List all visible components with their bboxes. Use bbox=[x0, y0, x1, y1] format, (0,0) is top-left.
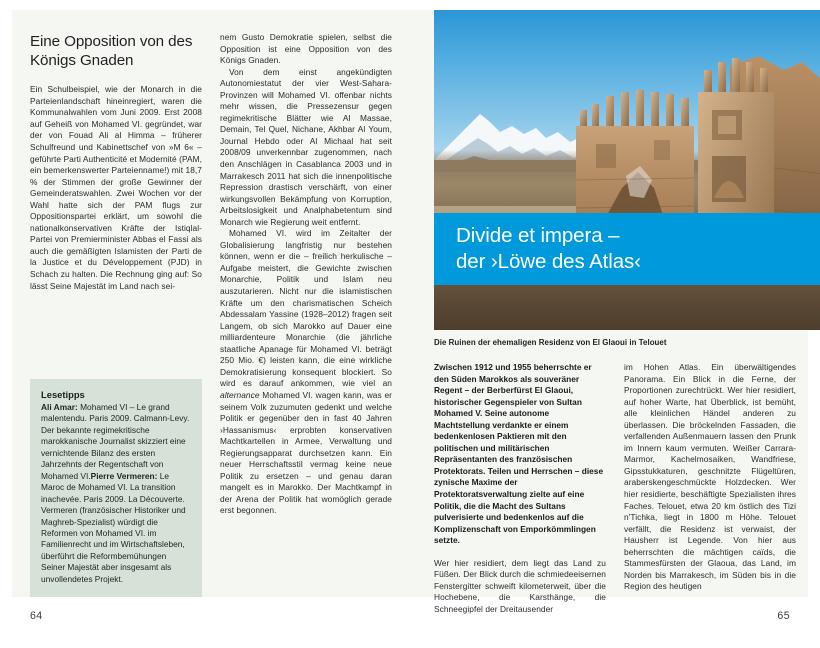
photo-caption: Die Ruinen der ehemaligen Residenz von El Glaoui in Telouet bbox=[434, 338, 667, 347]
lead-paragraph: Zwischen 1912 und 1955 beherrschte er den Süden Marokkos als souveräner Regent – der Berberfürst El Glaoui, historischer Gegenspieler von Sultan Mohamed V. Seine autonome Machtstellung verdankte er einem bedenkenlosen Paktieren mit den politischen und militärischen Repräsentanten des französischen Protektorats. Teilen und Herrschen – diese zynische Maxime der Protektoratsverwaltung zielte auf eine Politik, die die Macht des Sultans pulverisierte und bedenkenlos auf die Komplizenschaft von Emporkömmlingen setzte. bbox=[434, 362, 604, 546]
article-paragraph: im Hohen Atlas. Ein überwältigendes Panorama. Ein Blick in die Ferne, der Proportionen zurechtrückt. Wer hier residiert, auf hoher Warte, hat Überblick, ist bemüht, alle kleinlichen Händel anderen zu überlassen. Die bröckelnden Fassaden, die verfallenden Außenmauern lassen den Prunk im Innern kaum vermuten. Weißer Carrara-Marmor, Kachelmosaiken, Wandfriese, Gipsstukkaturen, geschnitzte Flügeltüren, araberskengeschmückte Holzdecken. Wer hier residierte, beschäftigte Spezialisten ihres Faches. Telouet, etwa 20 km östlich des Tizi n'Tichka, liegt in 1800 m Höhe. Telouet verfällt, die Residenz ist verwaist, der Hausherr ist Legende. Von hier aus beherrschten die mächtigen caïds, die Stammesfürsten der Glaoua, das Land, im Norden bis Marrakesch, im Süden bis in die Region des heutigen bbox=[624, 362, 796, 592]
lesetipps-entry bbox=[41, 402, 191, 585]
right-column-two bbox=[624, 362, 796, 615]
article-paragraph bbox=[220, 228, 392, 517]
chapter-title-line-1: Divide et impera – bbox=[456, 223, 620, 247]
page-title: Eine Opposition von des Königs Gnaden bbox=[30, 33, 193, 70]
article-paragraph: Von dem einst angekündigten Autonomiestatut der vier West-Sahara-Provinzen will Mohamed VI. offenbar nichts mehr wissen, die Pressezensur gegen regimekritische Blätter wie Al Massae, Demain, Tel Quel, Nichane, Akhbar Al Youm, Journal Hebdo oder Al Michaal hat seit 2008/09 unverkennbar zugenommen, nach den Anschlägen in Casablanca 2003 und in Marrakesch 2011 hat sich die innenpolitische Repression drastisch verschärft, von einer wirkungsvollen Bekämpfung von Korruption, Arbeitslosigkeit und Analphabetentum sind Monarch wie Regierung weit entfernt. bbox=[220, 66, 392, 227]
emphasis-term: alternance bbox=[220, 389, 260, 400]
paragraph-part: Mohamed VI. wagen kann, was er seinem Volk zuzumuten gedenkt und welche Politik er gegenüber den in fast 40 Jahren ›Hassanismus‹ erprobten konservativen Machtkartellen in Armee, Verwaltung und Regierungsapparat durchsetzen kann. Ein neuer Herrschaftsstil vermag keine neue Politik zu ersetzen – und genau daran mangelt es in Marokko. Der Machtkampf in der Arena der Politik hat womöglich gerade erst begonnen. bbox=[220, 389, 392, 516]
chapter-title bbox=[434, 223, 641, 275]
article-paragraph: Wer hier residiert, dem liegt das Land zu Füßen. Der Blick durch die schmiedeeisernen Fenstergitter schweift kilometerweit, über die Hochebene, die Karsthänge, die Schneegipfel der Dreitausender bbox=[434, 557, 606, 614]
chapter-photo bbox=[434, 10, 820, 330]
photo-image bbox=[434, 10, 820, 330]
article-paragraph: Ein Schulbeispiel, wie der Monarch in die Parteienlandschaft hineinregiert, waren die Kommunalwahlen vom Juni 2009. Erst 2008 auf Geheiß von Mohamed VI. gegründet, war der von Fouad Ali al Himma – früherer Schulfreund und Kabinettschef von »M 6« – geführte Parti Authenticité et Modernité (PAM, ein bemerkenswerter Parteienname!) mit 18,7 % der Stimmen der große Gewinner der Gemeinderatswahlen. Zwei Wochen vor der Wahl hatte sich der PAM flugs zur Oppositionspartei erklärt, um sowohl die nationalkonservativen Kräfte der Istiqlal-Partei von Premierminister Abbas el Fassi als auch die gemäßigten Islamisten der Parti de la Justice et du Développement (PJD) in Schach zu halten. Die Rechnung ging auf: So lässt Seine Majestät im Land nach sei- bbox=[30, 84, 202, 291]
left-column-two bbox=[220, 32, 392, 582]
lesetipps-entry-author: Ali Amar: bbox=[41, 402, 78, 412]
left-page-columns bbox=[30, 32, 392, 582]
left-column-one bbox=[30, 32, 202, 582]
lesetipps-title: Lesetipps bbox=[41, 389, 85, 400]
page-number-left: 64 bbox=[30, 610, 43, 622]
right-page-columns bbox=[434, 362, 796, 615]
chapter-title-banner bbox=[434, 213, 820, 285]
right-page bbox=[410, 0, 820, 648]
chapter-title-line-2: der ›Löwe des Atlas‹ bbox=[456, 250, 641, 273]
page-number-right: 65 bbox=[777, 610, 790, 622]
right-column-one bbox=[434, 362, 606, 615]
lesetipps-entry-text: Le Maroc de Mohamed VI. La transition inachevée. Paris 2009. La Découverte. Vermeren (französischer Historiker und Maghreb-Spezialist) würdigt die Reformen von Mohamed VI. im Familienrecht und im Wirtschaftsleben, überführt die Reformbemühungen Seiner Majestät aber insgesamt als unvollendetes Projekt. bbox=[41, 470, 186, 584]
article-paragraph: nem Gusto Demokratie spielen, selbst die Opposition ist eine Opposition von des Königs Gnaden. bbox=[220, 32, 392, 66]
lesetipps-box bbox=[30, 379, 202, 597]
paragraph-part: Mohamed VI. wird im Zeitalter der Globalisierung langfristig nur bestehen können, wenn er die – freilich herkulische – Aufgabe meistert, die Gewichte zwischen Monarchie, Politik und Islam neu auszutarieren. Nicht nur die islamistischen Kräfte um den charismatischen Scheich Abdessalam Yassine (1928–2012) fragen seit Langem, ob sich Marokko auf Dauer eine milliardenteure Monarchie (die jährliche staatliche Apanage für Mohamed VI. beträgt 250 Mio. €) leisten kann, die eine wirkliche Demokratisierung konsequent blockiert. So wird es darauf ankommen, wie viel an bbox=[220, 228, 392, 389]
lesetipps-entry-author: Pierre Vermeren: bbox=[90, 470, 158, 481]
lesetipps-entry-text: Mohamed VI – Le grand malentendu. Paris 2009. Calmann-Levy. Der bekannte regimekritische marokkanische Journalist skizziert eine vernichtende Bilanz des ersten Jahrzehnts der Regentschaft von Mohamed VI. bbox=[41, 402, 190, 481]
